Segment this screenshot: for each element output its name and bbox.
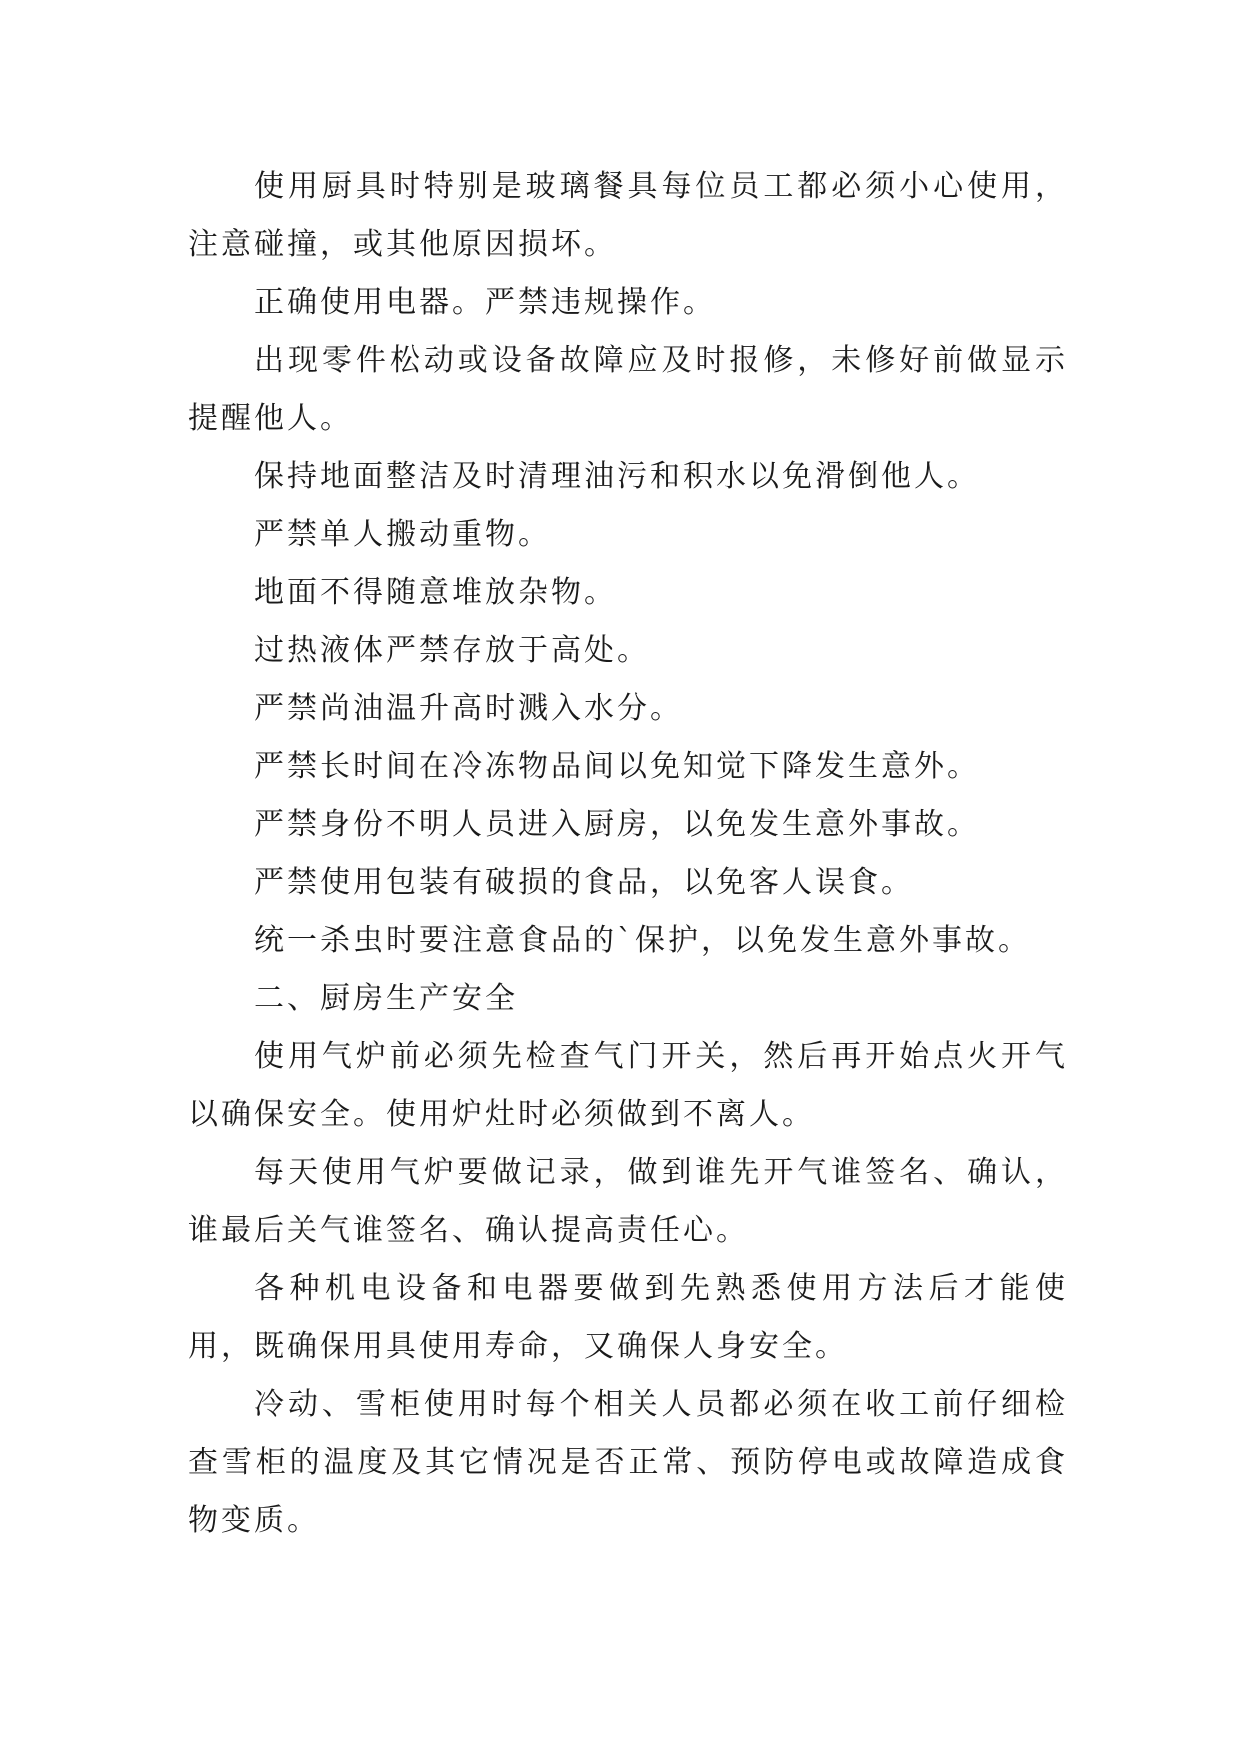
paragraph: 地面不得随意堆放杂物。	[254, 575, 617, 610]
paragraph: 严禁单人搬动重物。	[254, 517, 551, 552]
paragraph: 严禁尚油温升高时溅入水分。	[254, 691, 683, 726]
paragraph: 使用气炉前必须先检查气门开关，然后再开始点火开气以确保安全。使用炉灶时必须做到不离人。	[188, 1039, 1068, 1132]
paragraph: 严禁使用包装有破损的食品，以免客人误食。	[254, 865, 914, 900]
paragraph: 统一杀虫时要注意食品的`保护，以免发生意外事故。	[254, 923, 1031, 958]
paragraph: 使用厨具时特别是玻璃餐具每位员工都必须小心使用，注意碰撞，或其他原因损坏。	[188, 169, 1068, 262]
paragraph: 正确使用电器。严禁违规操作。	[254, 285, 716, 320]
section-heading: 二、厨房生产安全	[254, 981, 518, 1016]
paragraph: 冷动、雪柜使用时每个相关人员都必须在收工前仔细检查雪柜的温度及其它情况是否正常、预防停电或故障造成食物变质。	[188, 1387, 1068, 1538]
paragraph: 严禁长时间在冷冻物品间以免知觉下降发生意外。	[254, 749, 980, 784]
document-body	[188, 158, 1068, 1550]
paragraph: 保持地面整洁及时清理油污和积水以免滑倒他人。	[254, 459, 980, 494]
paragraph: 过热液体严禁存放于高处。	[254, 633, 650, 668]
paragraph: 出现零件松动或设备故障应及时报修，未修好前做显示提醒他人。	[188, 343, 1068, 436]
paragraph: 严禁身份不明人员进入厨房，以免发生意外事故。	[254, 807, 980, 842]
paragraph: 各种机电设备和电器要做到先熟悉使用方法后才能使用，既确保用具使用寿命，又确保人身安全。	[188, 1271, 1068, 1364]
paragraph: 每天使用气炉要做记录，做到谁先开气谁签名、确认，谁最后关气谁签名、确认提高责任心。	[188, 1155, 1068, 1248]
